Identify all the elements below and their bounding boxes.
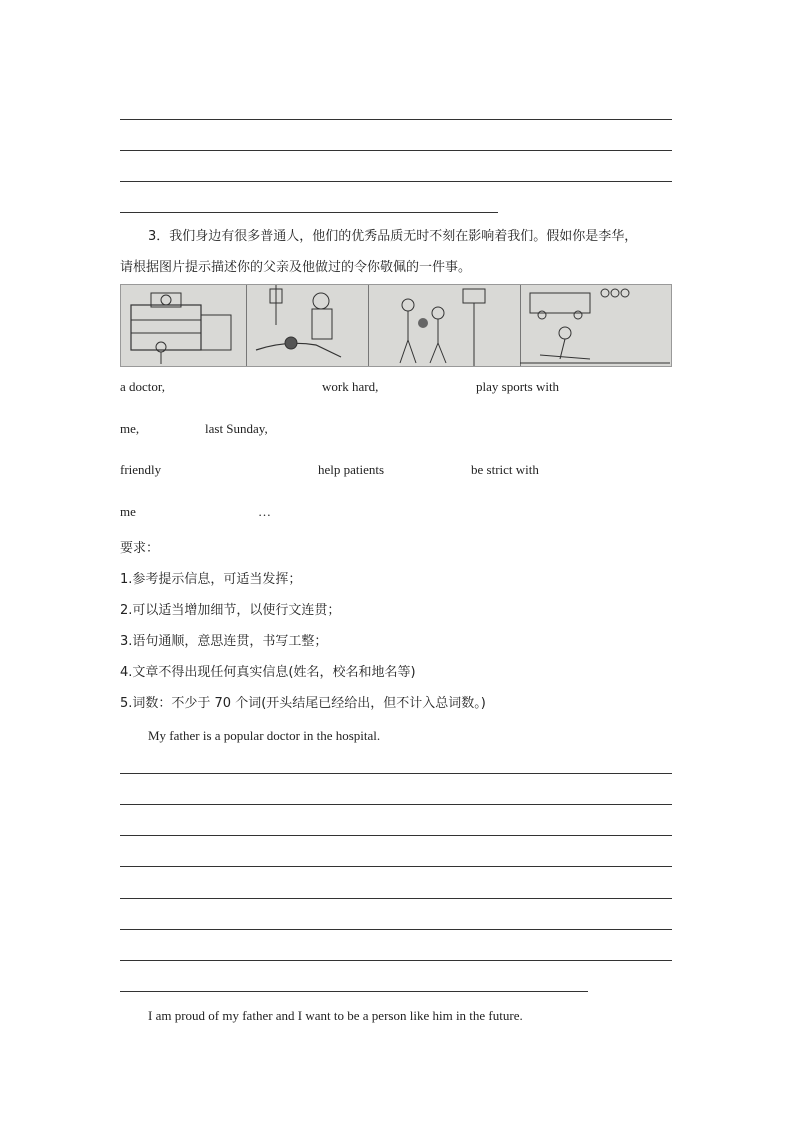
playing-sports-illustration [368, 285, 520, 366]
question-line-2: 请根据图片提示描述你的父亲及他做过的令你敬佩的一件事。 [120, 260, 472, 275]
requirement-item: 5.词数：不少于 70 个词(开头结尾已经给出，但不计入总词数。) [120, 696, 486, 711]
writing-line[interactable] [120, 960, 672, 961]
hint-text: work hard, [322, 379, 379, 394]
requirement-item: 4.文章不得出现任何真实信息(姓名，校名和地名等) [120, 665, 416, 680]
writing-line[interactable] [120, 991, 588, 992]
hospital-illustration [121, 285, 246, 366]
writing-line[interactable] [120, 898, 672, 899]
illustration-strip [120, 284, 672, 367]
hint-text: … [258, 504, 271, 519]
writing-line [120, 119, 672, 120]
hint-text: help patients [318, 462, 385, 477]
writing-line[interactable] [120, 866, 672, 867]
writing-line[interactable] [120, 835, 672, 836]
hint-text: play sports with [476, 379, 560, 394]
patient-panel [246, 285, 369, 366]
hint-text: me [120, 504, 136, 519]
hint-text: be strict with [471, 462, 539, 477]
doctor-patient-illustration [246, 285, 368, 366]
hint-text: me, [120, 421, 140, 436]
requirements-title: 要求： [120, 541, 160, 556]
writing-line [120, 181, 672, 182]
requirement-item: 2.可以适当增加细节，以使行文连贯； [120, 603, 341, 618]
writing-line[interactable] [120, 773, 672, 774]
basketball-panel [368, 285, 521, 366]
writing-line [120, 150, 672, 151]
writing-line[interactable] [120, 804, 672, 805]
hint-text: last Sunday, [205, 421, 268, 436]
question-line-1: 3．我们身边有很多普通人，他们的优秀品质无时不刻在影响着我们。假如你是李华， [148, 229, 638, 244]
hospital-panel [121, 285, 247, 366]
hint-text: friendly [120, 462, 162, 477]
requirement-item: 3.语句通顺，意思连贯，书写工整； [120, 634, 328, 649]
writing-line [120, 212, 498, 213]
accident-panel [520, 285, 670, 366]
bus-accident-illustration [520, 285, 670, 366]
writing-line[interactable] [120, 929, 672, 930]
requirement-item: 1.参考提示信息，可适当发挥； [120, 572, 302, 587]
hint-text: a doctor, [120, 379, 165, 394]
essay-opening: My father is a popular doctor in the hospital. [148, 728, 381, 743]
essay-closing: I am proud of my father and I want to be a person like him in the future. [148, 1008, 523, 1023]
